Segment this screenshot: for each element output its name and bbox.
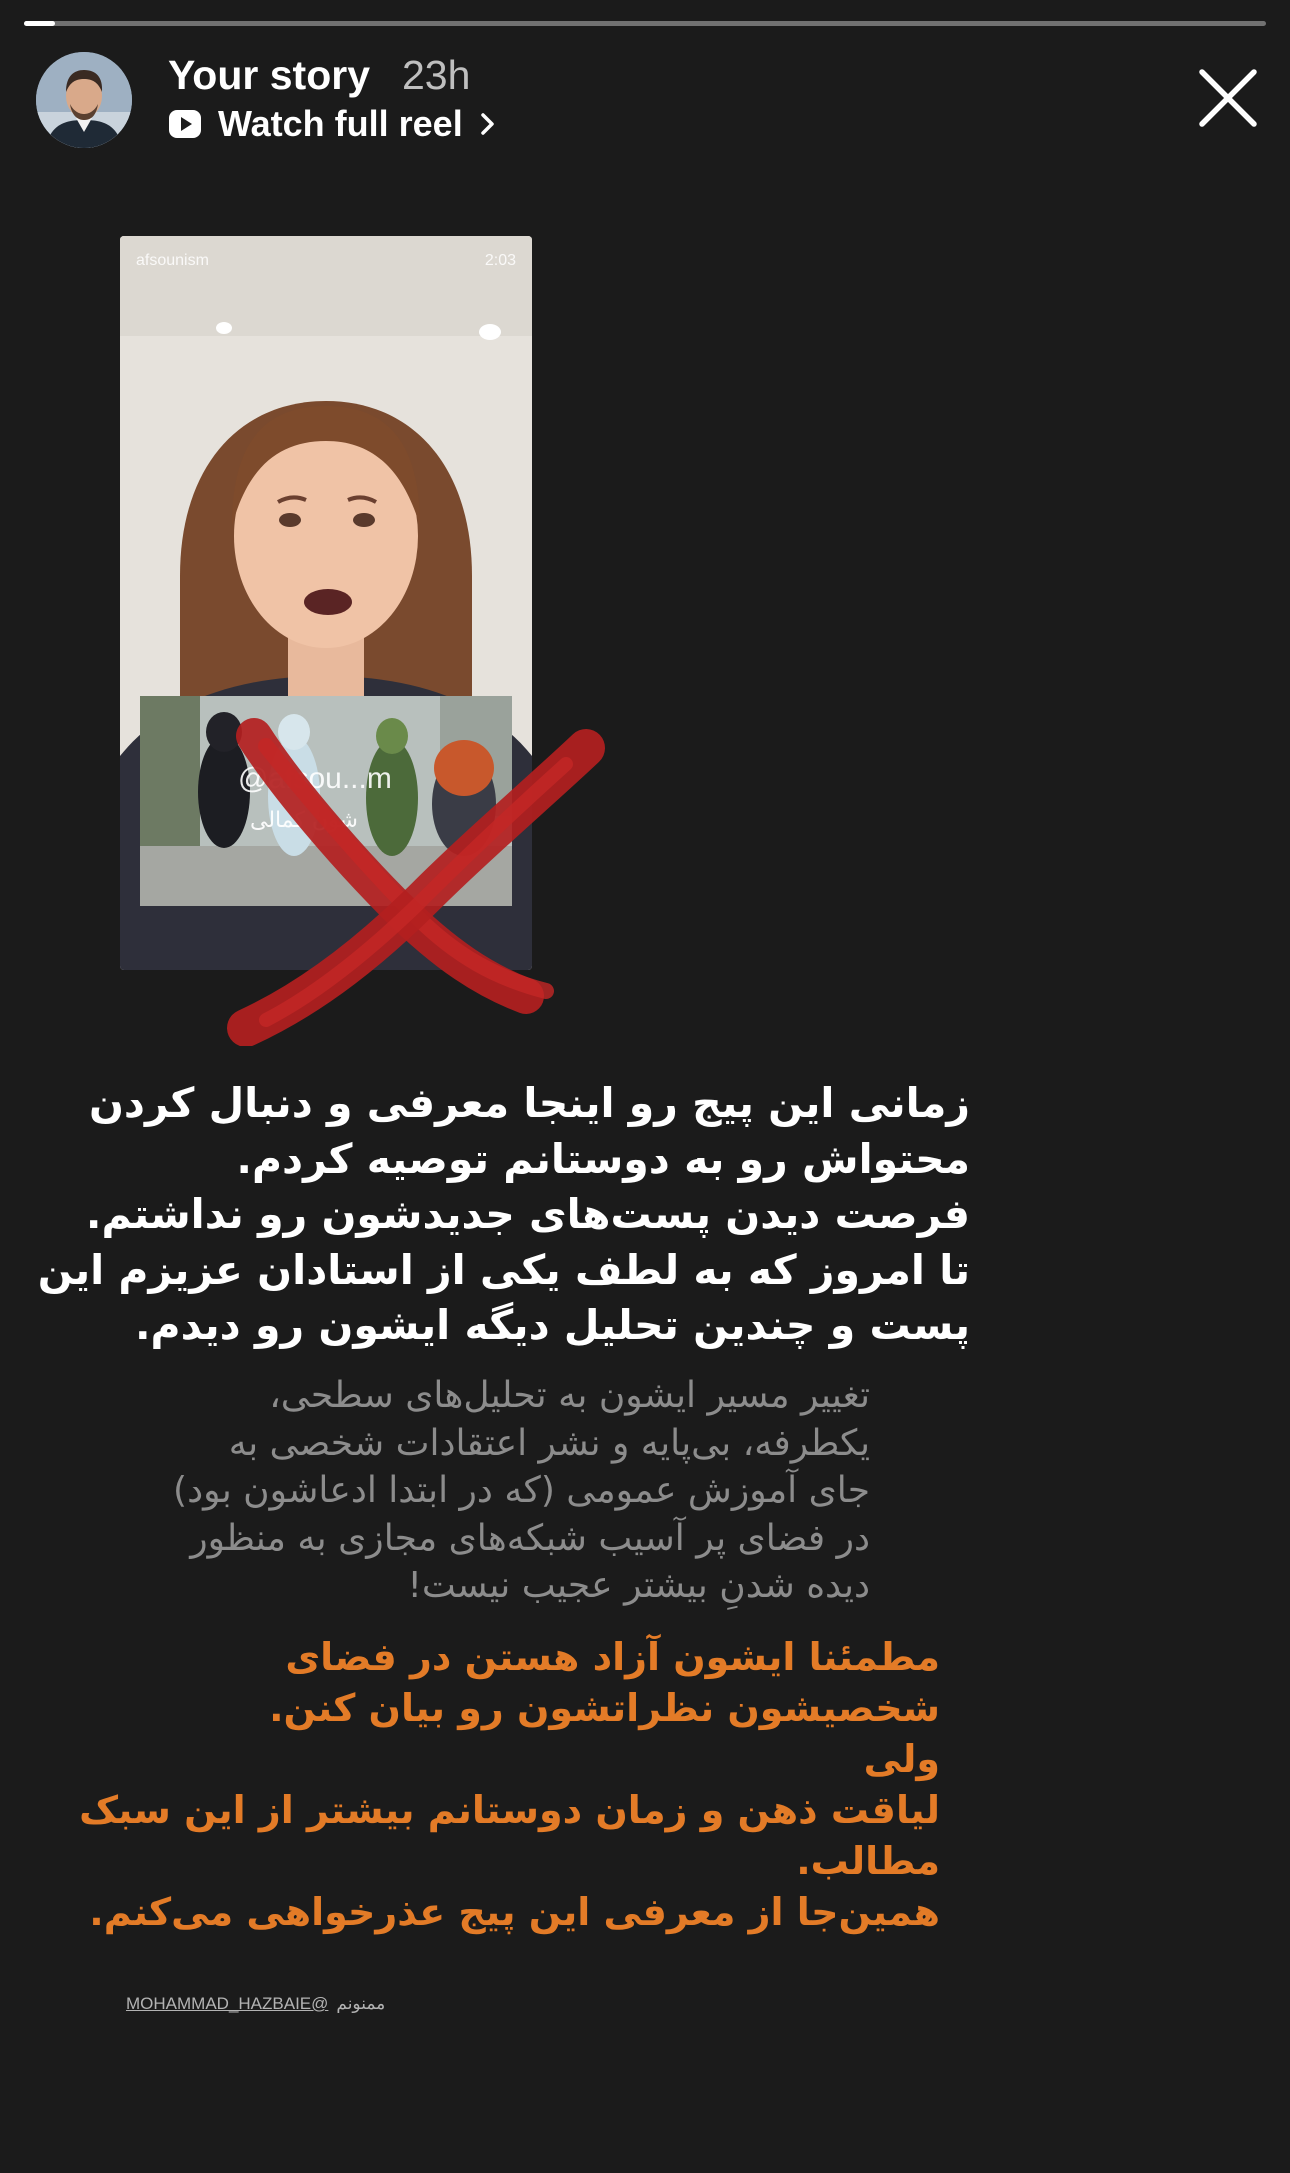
text-line: تغییر مسیر ایشون به تحلیل‌های سطحی، [269, 1375, 870, 1416]
inset-handle: @afsou...m [238, 762, 392, 795]
credit-thanks: ممنونم [336, 1994, 386, 2014]
text-line: لیاقت ذهن و زمان دوستانم بیشتر از این سبک [79, 1788, 940, 1832]
text-line: محتواش رو به دوستانم توصیه کردم. [236, 1134, 970, 1183]
text-line: تا امروز که به لطف یکی از استادان عزیزم این [37, 1245, 970, 1294]
reel-timestamp: 2:03 [484, 252, 516, 269]
text-line: در فضای پر آسیب شبکه‌های مجازی به منظور [190, 1517, 870, 1559]
text-line: زمانی این پیج رو اینجا معرفی و دنبال کردن [88, 1079, 970, 1127]
paragraph-critique [110, 1372, 870, 1610]
reel-username: afsounism [136, 252, 209, 269]
text-line: مطالب. [796, 1839, 940, 1883]
close-icon [1196, 66, 1260, 130]
credit-line [126, 1994, 385, 2014]
story-progress-fill [24, 21, 55, 26]
text-line: فرصت دیدن پست‌های جدیدشون رو نداشتم. [85, 1190, 970, 1238]
text-line: ولی [863, 1737, 940, 1781]
avatar-image [36, 52, 132, 148]
text-line: پست و چندین تحلیل دیگه ایشون رو دیدم. [134, 1301, 970, 1349]
inset-photo [140, 696, 512, 906]
text-line: همین‌جا از معرفی این پیج عذرخواهی می‌کنم. [89, 1890, 940, 1934]
story-time: 23h [402, 52, 471, 98]
reel-preview-card[interactable] [120, 236, 532, 970]
paragraph-apology [79, 1632, 940, 1938]
watch-full-reel-link[interactable] [168, 100, 499, 148]
text-line: جای آموزش عمومی (که در ابتدا ادعاشون بود) [173, 1470, 870, 1511]
story-title[interactable]: Your story [168, 52, 370, 98]
paragraph-intro [37, 1076, 970, 1354]
chevron-right-icon [477, 109, 499, 139]
close-button[interactable] [1196, 66, 1260, 130]
avatar[interactable] [36, 52, 132, 148]
credit-mention[interactable]: MOHAMMAD_HAZBAIE@ [126, 1994, 329, 2013]
text-line: یکطرفه، بی‌پایه و نشر اعتقادات شخصی به [228, 1422, 870, 1464]
reel-play-icon [168, 107, 202, 141]
inset-caption: شون کمالی [250, 808, 358, 833]
inset-photo-image [140, 696, 512, 906]
story-progress-bar [24, 21, 1266, 26]
watch-full-reel-label: Watch full reel [218, 103, 463, 144]
text-line: شخصیشون نظراتشون رو بیان کنن. [269, 1686, 940, 1730]
text-line: مطمئنا ایشون آزاد هستن در فضای [285, 1635, 940, 1679]
text-line: دیده شدنِ بیشتر عجیب نیست! [407, 1565, 870, 1606]
